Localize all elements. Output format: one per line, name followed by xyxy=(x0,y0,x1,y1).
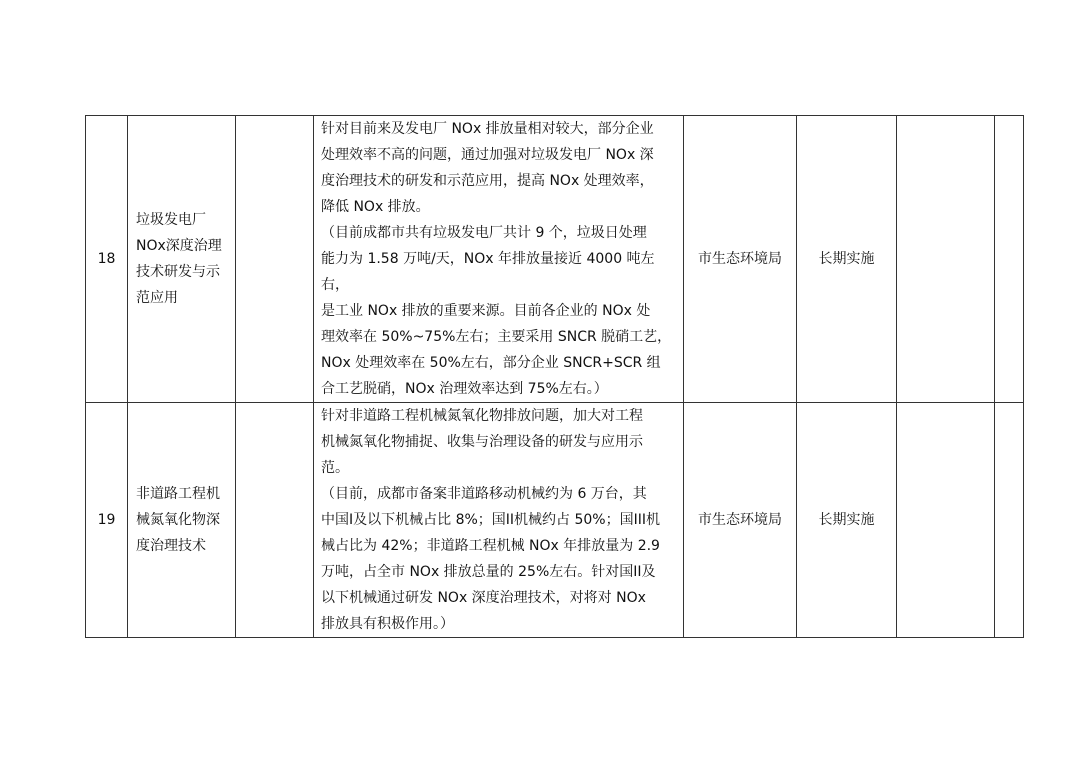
description-line: （目前成都市共有垃圾发电厂共计 9 个，垃圾日处理 xyxy=(321,225,647,241)
description-line: 机械氮氧化物捕捉、收集与治理设备的研发与应用示 xyxy=(321,434,643,450)
description-line: 能力为 1.58 万吨/天，NOx 年排放量接近 4000 吨左右， xyxy=(321,251,655,293)
project-name-line: 度治理技术 xyxy=(136,538,206,554)
description-line: 处理效率不高的问题，通过加强对垃圾发电厂 NOx 深 xyxy=(321,147,654,163)
description-line: 度治理技术的研发和示范应用，提高 NOx 处理效率， xyxy=(321,173,654,189)
description-line: 合工艺脱硝，NOx 治理效率达到 75%左右。） xyxy=(321,381,608,397)
description-line: NOx 处理效率在 50%左右，部分企业 SNCR+SCR 组 xyxy=(321,355,661,371)
description-line: 中国I及以下机械占比 8%；国II机械约占 50%；国III机 xyxy=(321,512,660,528)
row-number-cell: 18 xyxy=(86,116,128,403)
project-name-line: 技术研发与示 xyxy=(136,264,220,280)
description-line: （目前，成都市备案非道路移动机械约为 6 万台，其 xyxy=(321,486,647,502)
description-line: 范。 xyxy=(321,460,349,476)
table-body xyxy=(86,116,1024,638)
responsible-department-cell: 市生态环境局 xyxy=(684,403,797,638)
empty-cell xyxy=(995,403,1024,638)
empty-cell xyxy=(897,116,995,403)
project-name-line: 非道路工程机 xyxy=(136,486,220,502)
project-name-line: 垃圾发电厂 xyxy=(136,212,206,228)
description-line: 是工业 NOx 排放的重要来源。目前各企业的 NOx 处 xyxy=(321,303,651,319)
measures-table xyxy=(85,115,1024,638)
description-line: 针对非道路工程机械氮氧化物排放问题，加大对工程 xyxy=(321,408,643,424)
implementation-period-cell: 长期实施 xyxy=(797,116,897,403)
empty-cell xyxy=(236,403,314,638)
empty-cell xyxy=(897,403,995,638)
empty-cell xyxy=(236,116,314,403)
description-cell xyxy=(314,116,684,403)
project-name-cell xyxy=(128,116,236,403)
description-line: 排放具有积极作用。） xyxy=(321,616,454,632)
project-name-line: 械氮氧化物深 xyxy=(136,512,220,528)
project-name-line: 范应用 xyxy=(136,290,178,306)
table-row xyxy=(86,403,1024,638)
implementation-period-cell: 长期实施 xyxy=(797,403,897,638)
description-line: 以下机械通过研发 NOx 深度治理技术，对将对 NOx xyxy=(321,590,646,606)
description-cell xyxy=(314,403,684,638)
row-number-cell: 19 xyxy=(86,403,128,638)
description-line: 降低 NOx 排放。 xyxy=(321,199,430,215)
responsible-department-cell: 市生态环境局 xyxy=(684,116,797,403)
project-name-line: NOx深度治理 xyxy=(136,238,222,254)
description-line: 针对目前来及发电厂 NOx 排放量相对较大，部分企业 xyxy=(321,121,654,137)
project-name-cell xyxy=(128,403,236,638)
empty-cell xyxy=(995,116,1024,403)
description-line: 械占比为 42%；非道路工程机械 NOx 年排放量为 2.9 xyxy=(321,538,660,554)
description-line: 万吨，占全市 NOx 排放总量的 25%左右。针对国II及 xyxy=(321,564,656,580)
description-line: 理效率在 50%~75%左右；主要采用 SNCR 脱硝工艺， xyxy=(321,329,672,345)
table-row xyxy=(86,116,1024,403)
